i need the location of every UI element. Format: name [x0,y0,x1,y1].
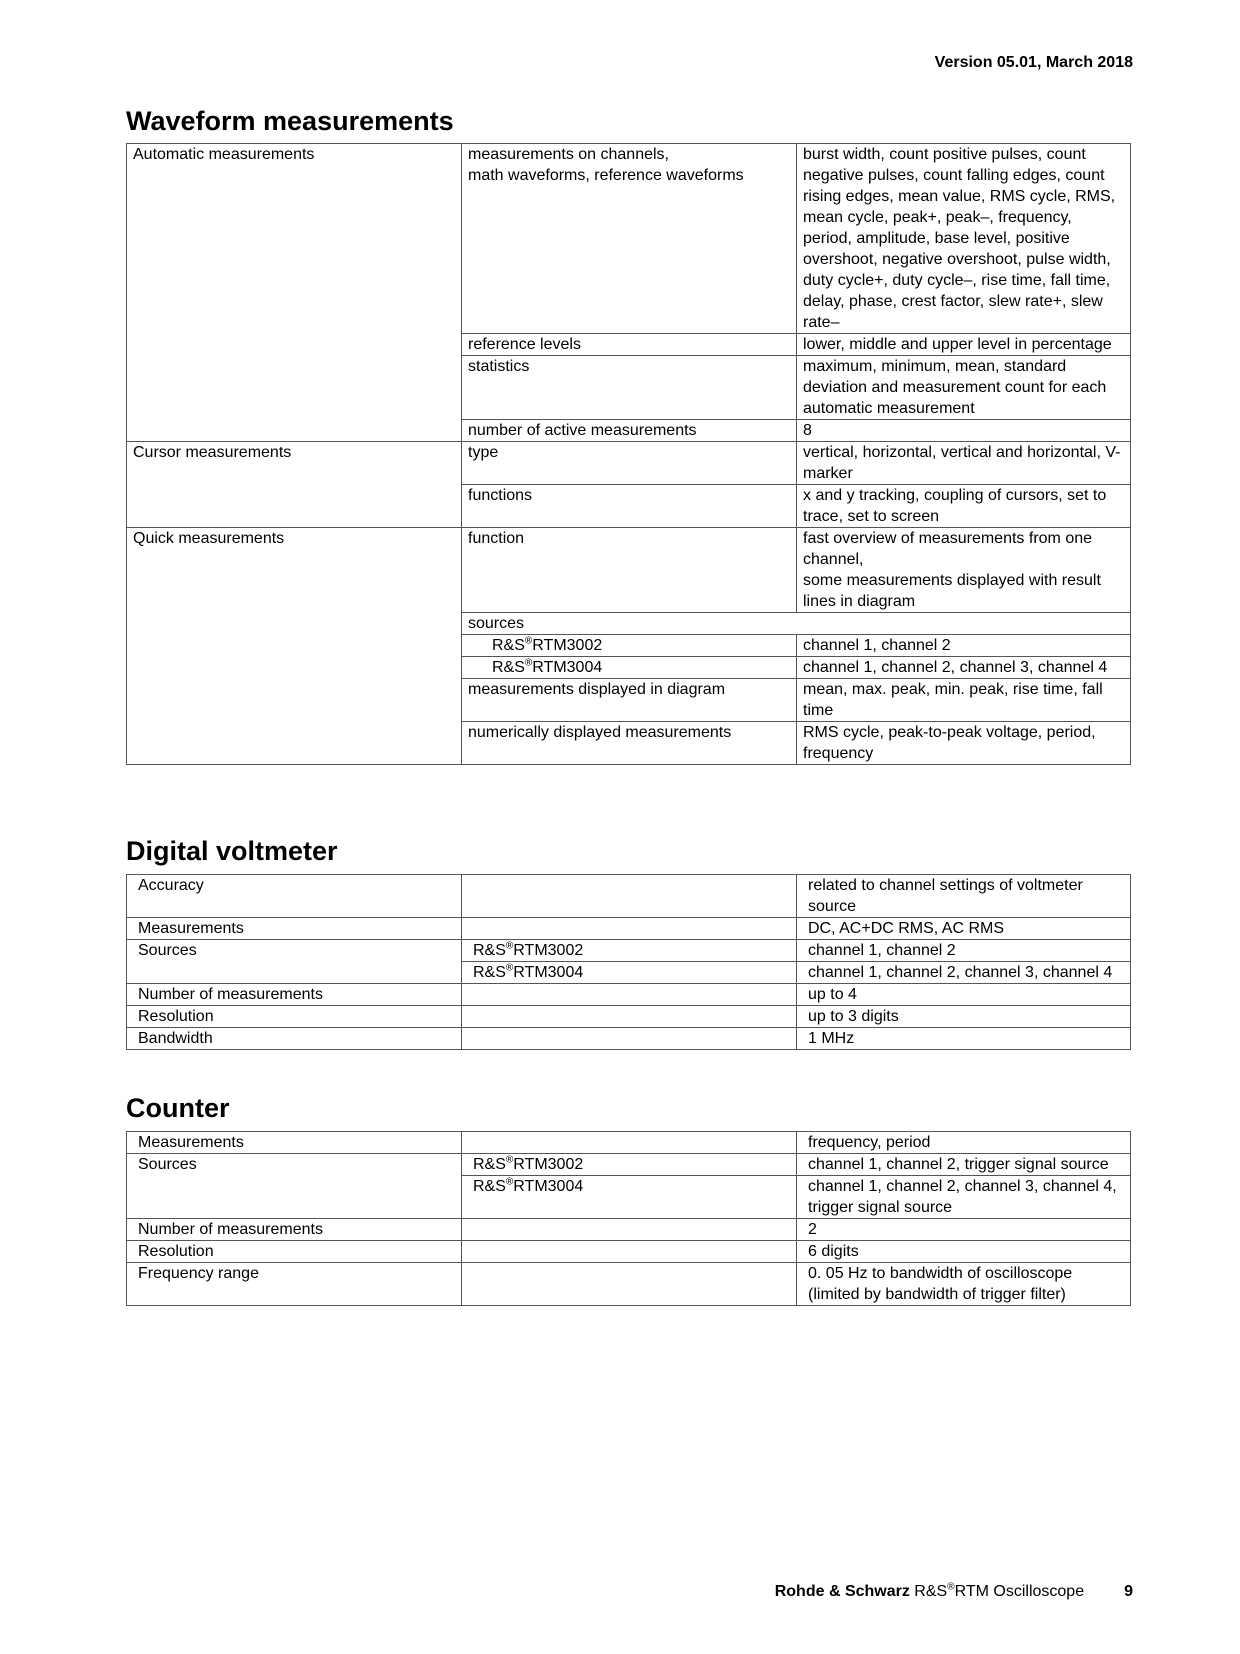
empty-cell [462,1241,797,1263]
value-cell: frequency, period [797,1132,1131,1154]
row-label: Resolution [127,1006,462,1028]
value-cell: channel 1, channel 2 [797,635,1131,657]
table-row [127,1028,1131,1050]
registered-mark: ® [524,635,533,647]
model-name: RTM3004 [513,1178,584,1195]
model-name: RTM3004 [532,659,603,676]
model-prefix: R&S [492,637,525,654]
voltmeter-table [126,874,1131,1050]
empty-cell [462,918,797,940]
registered-mark: ® [505,1154,514,1166]
value-cell: fast overview of measurements from one channel, some measurements displayed with result lines in diagram [797,528,1131,613]
value-cell: channel 1, channel 2, trigger signal source [797,1154,1131,1176]
table-row [127,1219,1131,1241]
empty-cell [462,1219,797,1241]
table-row [127,1006,1131,1028]
registered-mark: ® [524,657,533,669]
empty-cell [462,1263,797,1306]
model-name: RTM3002 [513,1156,584,1173]
value-cell: channel 1, channel 2, channel 3, channel 4, trigger signal source [797,1176,1131,1219]
version-label: Version 05.01, March 2018 [934,54,1133,71]
value-cell: 1 MHz [797,1028,1131,1050]
param-cell: statistics [462,356,797,420]
model-name: RTM3004 [513,964,584,981]
value-cell: burst width, count positive pulses, count negative pulses, count falling edges, count rising edges, mean value, RMS cycle, RMS, mean cycle, peak+, peak–, frequency, period, amplitude, base level, positive overshoot, negative overshoot, pulse width, duty cycle+, duty cycle–, rise time, fall time, delay, phase, crest factor, slew rate+, slew rate– [797,144,1131,334]
row-label: Number of measurements [127,1219,462,1241]
value-cell: maximum, minimum, mean, standard deviation and measurement count for each automatic measurement [797,356,1131,420]
value-cell: channel 1, channel 2, channel 3, channel 4 [797,962,1131,984]
param-cell: reference levels [462,334,797,356]
model-cell [462,940,797,962]
param-cell: number of active measurements [462,420,797,442]
table-row [127,875,1131,918]
empty-cell [462,1132,797,1154]
page-number: 9 [1124,1583,1133,1600]
table-row [127,1154,1131,1176]
row-label: Measurements [127,918,462,940]
empty-cell [462,1006,797,1028]
waveform-table [126,143,1131,765]
footer [775,1583,1133,1601]
value-cell: 8 [797,420,1131,442]
empty-cell [462,984,797,1006]
model-cell [462,962,797,984]
value-cell: lower, middle and upper level in percentage [797,334,1131,356]
table-row [127,1241,1131,1263]
table-row [127,442,1131,485]
value-cell: RMS cycle, peak-to-peak voltage, period, frequency [797,722,1131,765]
table-row [127,940,1131,962]
row-label: Sources [127,1154,462,1219]
model-cell [462,657,797,679]
table-row [127,144,1131,334]
registered-mark: ® [505,1176,514,1188]
row-label: Number of measurements [127,984,462,1006]
model-prefix: R&S [473,964,506,981]
registered-mark: ® [505,940,514,952]
model-prefix: R&S [473,1156,506,1173]
model-name: RTM3002 [513,942,584,959]
footer-brand: Rohde & Schwarz [774,1583,910,1600]
model-cell [462,1154,797,1176]
counter-table [126,1131,1131,1306]
row-label: Quick measurements [127,528,462,765]
footer-product: RTM Oscilloscope [954,1583,1085,1600]
value-cell: DC, AC+DC RMS, AC RMS [797,918,1131,940]
param-cell: function [462,528,797,613]
registered-mark: ® [505,962,514,974]
value-cell: x and y tracking, coupling of cursors, set to trace, set to screen [797,485,1131,528]
value-cell: channel 1, channel 2, channel 3, channel 4 [797,657,1131,679]
section-title-voltmeter: Digital voltmeter [126,836,338,866]
value-cell: mean, max. peak, min. peak, rise time, fall time [797,679,1131,722]
table-row [127,918,1131,940]
model-name: RTM3002 [532,637,603,654]
param-cell: type [462,442,797,485]
param-cell: measurements displayed in diagram [462,679,797,722]
value-cell: up to 3 digits [797,1006,1131,1028]
row-label: Accuracy [127,875,462,918]
section-title-counter: Counter [126,1093,230,1123]
param-cell: functions [462,485,797,528]
row-label: Resolution [127,1241,462,1263]
model-prefix: R&S [473,1178,506,1195]
model-prefix: R&S [492,659,525,676]
value-cell: related to channel settings of voltmeter source [797,875,1131,918]
param-cell: numerically displayed measurements [462,722,797,765]
param-cell: measurements on channels, math waveforms, reference waveforms [462,144,797,334]
registered-mark: ® [947,1581,955,1593]
param-cell: sources [462,613,1131,635]
empty-cell [462,1028,797,1050]
value-cell: 6 digits [797,1241,1131,1263]
table-row [127,1263,1131,1306]
row-label: Frequency range [127,1263,462,1306]
section-title-waveform: Waveform measurements [126,106,454,136]
row-label: Measurements [127,1132,462,1154]
value-cell: up to 4 [797,984,1131,1006]
row-label: Automatic measurements [127,144,462,442]
row-label: Sources [127,940,462,984]
model-cell [462,635,797,657]
value-cell: 0. 05 Hz to bandwidth of oscilloscope (limited by bandwidth of trigger filter) [797,1263,1131,1306]
row-label: Bandwidth [127,1028,462,1050]
model-prefix: R&S [473,942,506,959]
value-cell: channel 1, channel 2 [797,940,1131,962]
empty-cell [462,875,797,918]
model-cell [462,1176,797,1219]
footer-prefix: R&S [909,1583,948,1600]
table-row [127,984,1131,1006]
value-cell: vertical, horizontal, vertical and horizontal, V-marker [797,442,1131,485]
value-cell: 2 [797,1219,1131,1241]
table-row [127,528,1131,613]
row-label: Cursor measurements [127,442,462,528]
table-row [127,1132,1131,1154]
